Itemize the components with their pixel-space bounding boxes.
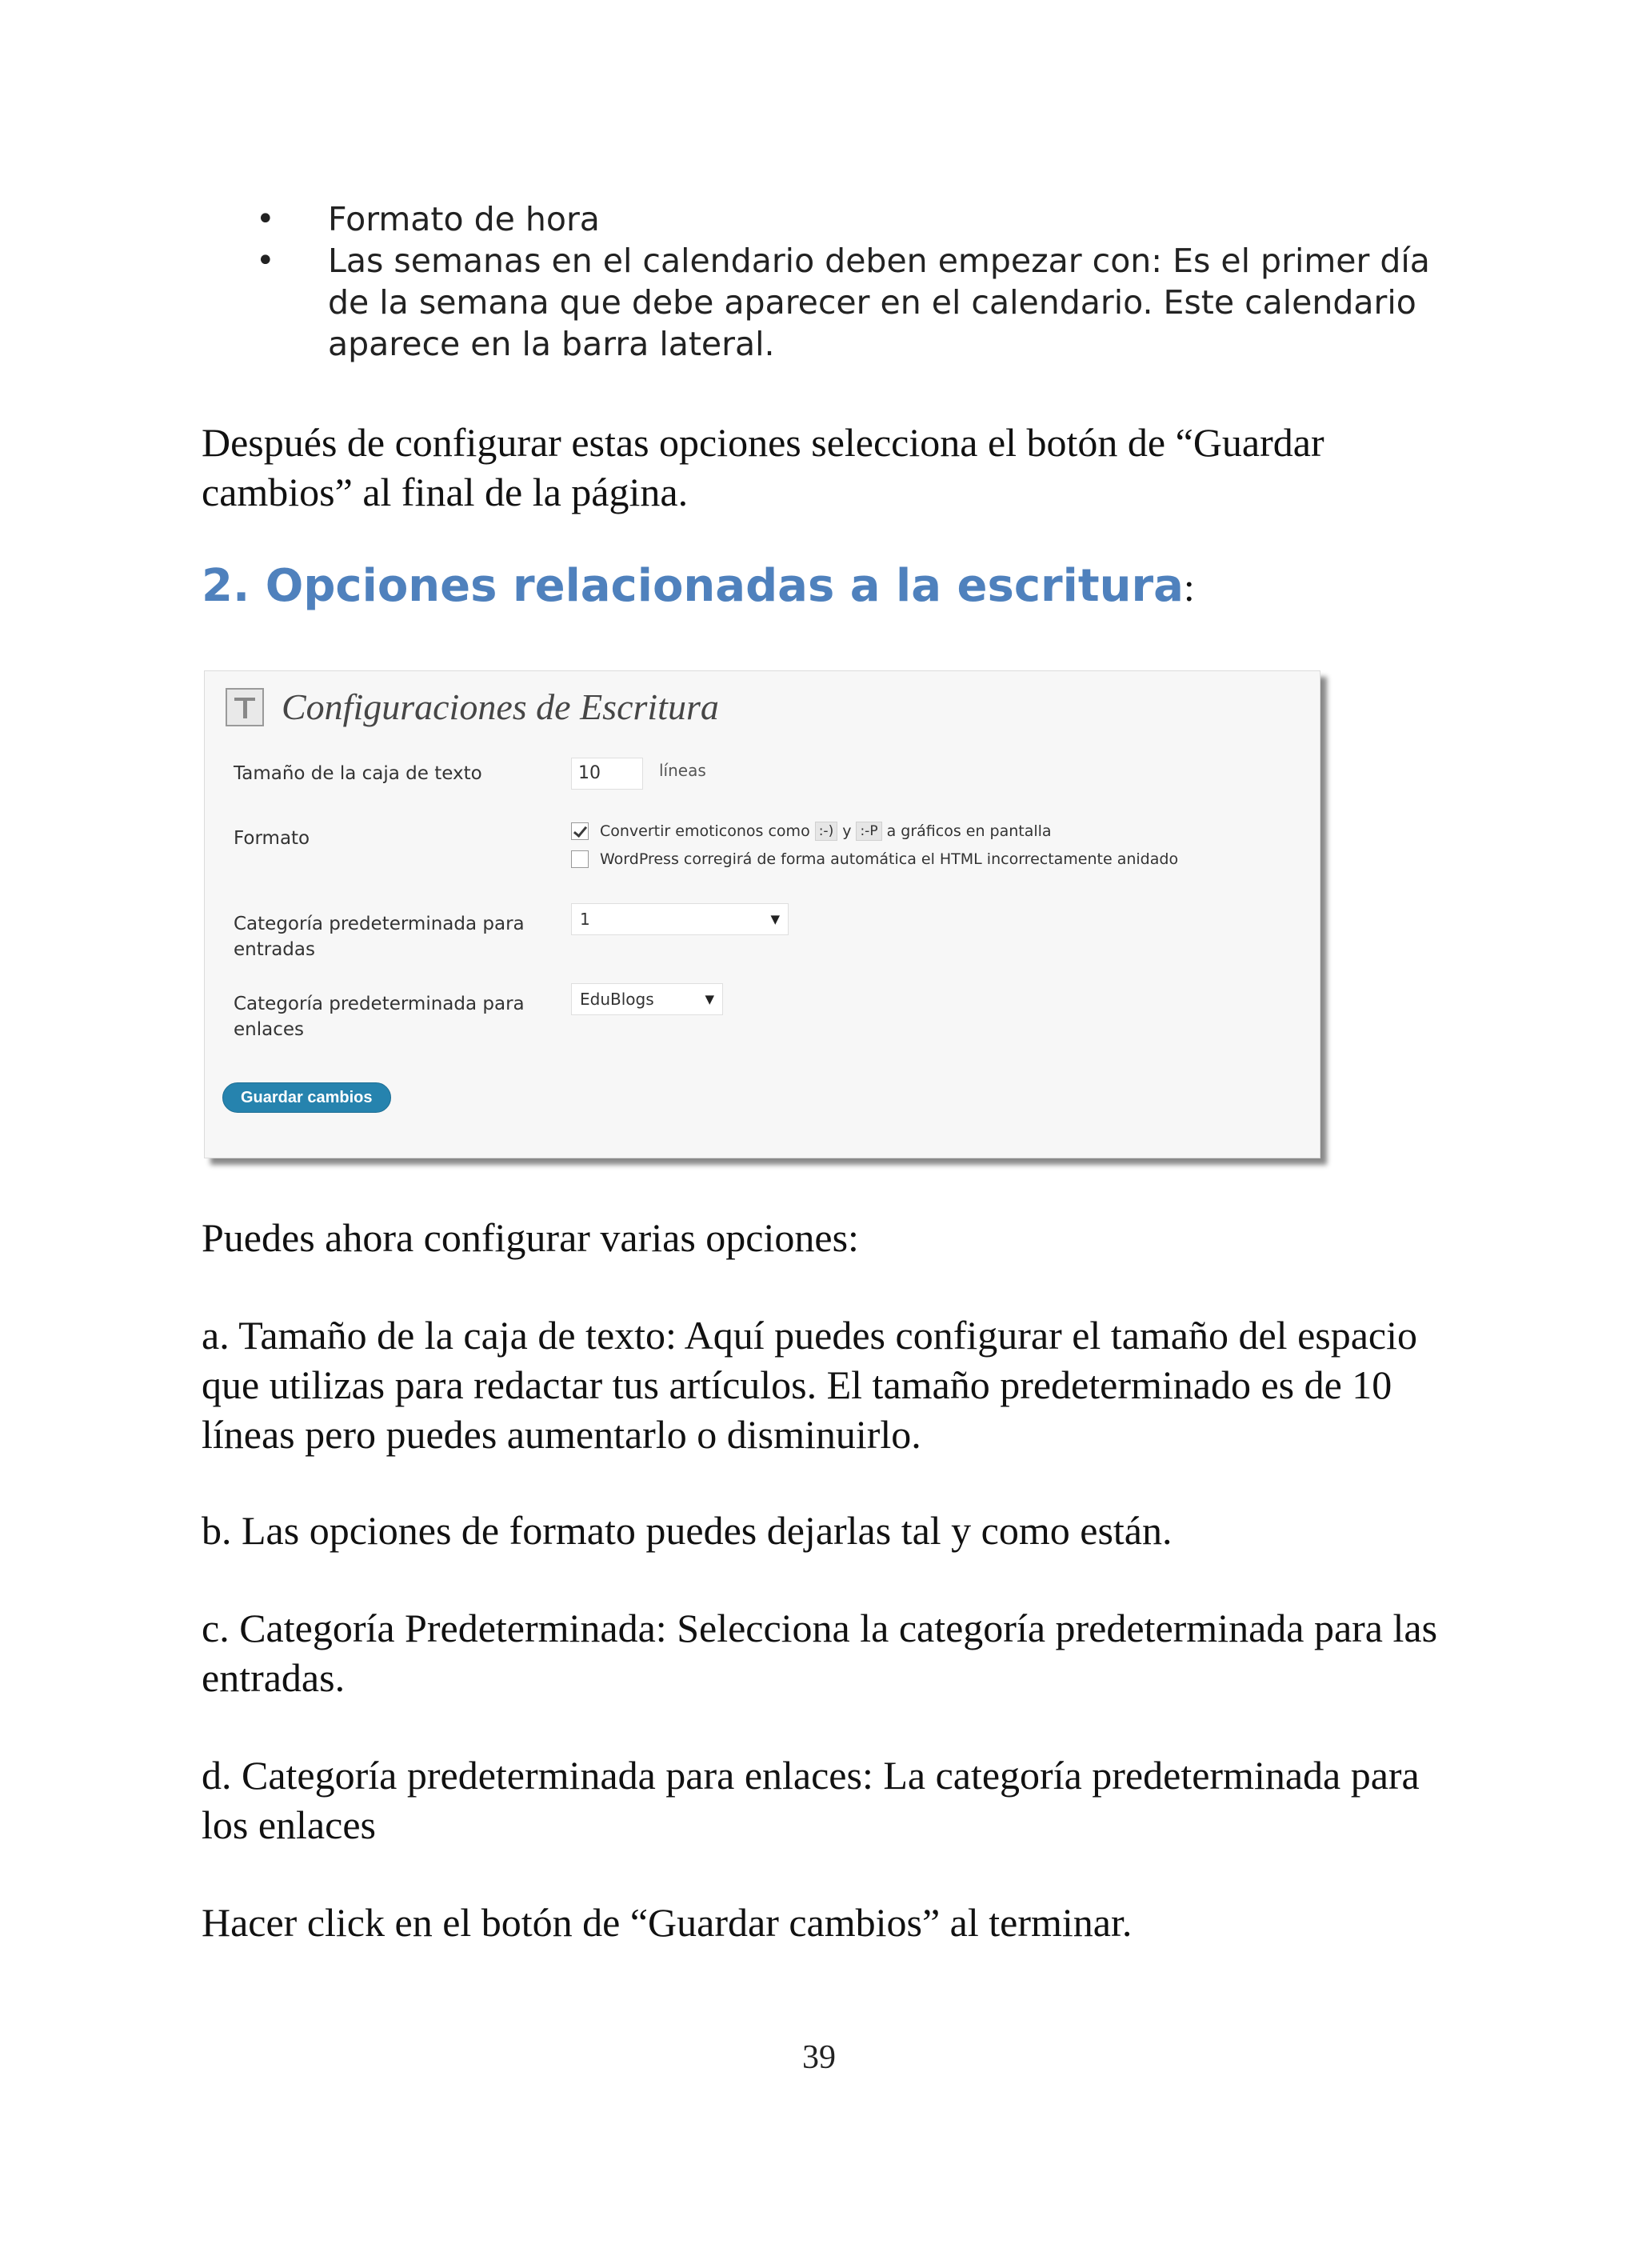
intro-paragraph: Después de configurar estas opciones selecciona el botón de “Guardar cambios” al final de la página. — [202, 420, 1324, 514]
bullet-list — [256, 198, 1440, 365]
emoticons-option-text-after: a gráficos en pantalla — [886, 822, 1052, 840]
option-a-paragraph: a. Tamaño de la caja de texto: Aquí puedes configurar el tamaño del espacio que utilizas para redactar tus artículos. El tamaño predeterminado es de 10 líneas pero puedes aumentarlo o disminuirlo. — [202, 1313, 1417, 1457]
chevron-down-icon: ▼ — [705, 992, 714, 1006]
emoticons-option[interactable] — [571, 822, 1052, 841]
section-heading-colon: : — [1183, 565, 1195, 610]
section-heading — [202, 560, 1195, 612]
html-fix-option-text: WordPress corregirá de forma automática el HTML incorrectamente anidado — [600, 850, 1179, 868]
links-category-value: EduBlogs — [580, 990, 654, 1009]
html-fix-checkbox[interactable] — [571, 850, 589, 868]
emoticon-code-tongue: :-P — [856, 822, 881, 841]
html-fix-option[interactable] — [571, 850, 1178, 868]
textbox-size-input[interactable]: 10 — [571, 758, 643, 790]
closing-paragraph: Hacer click en el botón de “Guardar cambios” al terminar. — [202, 1900, 1133, 1945]
option-d-paragraph: d. Categoría predeterminada para enlaces: La categoría predeterminada para los enlaces — [202, 1753, 1420, 1847]
page-number: 39 — [802, 2039, 836, 2076]
settings-tool-icon — [226, 688, 264, 726]
option-b-paragraph: b. Las opciones de formato puedes dejarlas tal y como están. — [202, 1508, 1173, 1553]
emoticons-option-text-before: Convertir emoticonos como — [600, 822, 810, 840]
textbox-size-label: Tamaño de la caja de texto — [234, 763, 482, 784]
links-category-label: Categoría predeterminada para enlaces — [234, 994, 525, 1040]
bullet-item: • Formato de hora — [256, 198, 1440, 240]
options-intro-paragraph: Puedes ahora configurar varias opciones: — [202, 1215, 859, 1260]
emoticons-option-text-mid: y — [842, 822, 852, 840]
format-label: Formato — [234, 828, 310, 849]
option-c-paragraph: c. Categoría Predeterminada: Selecciona la categoría predeterminada para las entradas. — [202, 1606, 1438, 1700]
bullet-item: • Las semanas en el calendario deben empezar con: Es el primer día de la semana que debe aparecer en el calendario. Este calendario aparece en la barra lateral. — [256, 240, 1440, 365]
writing-settings-screenshot — [204, 670, 1320, 1158]
settings-title-text: Configuraciones de Escritura — [282, 686, 719, 727]
textbox-unit-label: líneas — [659, 761, 706, 780]
posts-category-label: Categoría predeterminada para entradas — [234, 914, 525, 960]
posts-category-select[interactable] — [571, 903, 789, 935]
settings-title — [226, 686, 719, 728]
section-heading-text: 2. Opciones relacionadas a la escritura — [202, 560, 1184, 612]
save-changes-button[interactable]: Guardar cambios — [222, 1082, 391, 1113]
links-category-select[interactable] — [571, 983, 723, 1015]
emoticons-checkbox[interactable] — [571, 822, 589, 840]
emoticon-code-smile: :-) — [815, 822, 838, 841]
chevron-down-icon: ▼ — [770, 912, 780, 926]
posts-category-value: 1 — [580, 910, 590, 929]
